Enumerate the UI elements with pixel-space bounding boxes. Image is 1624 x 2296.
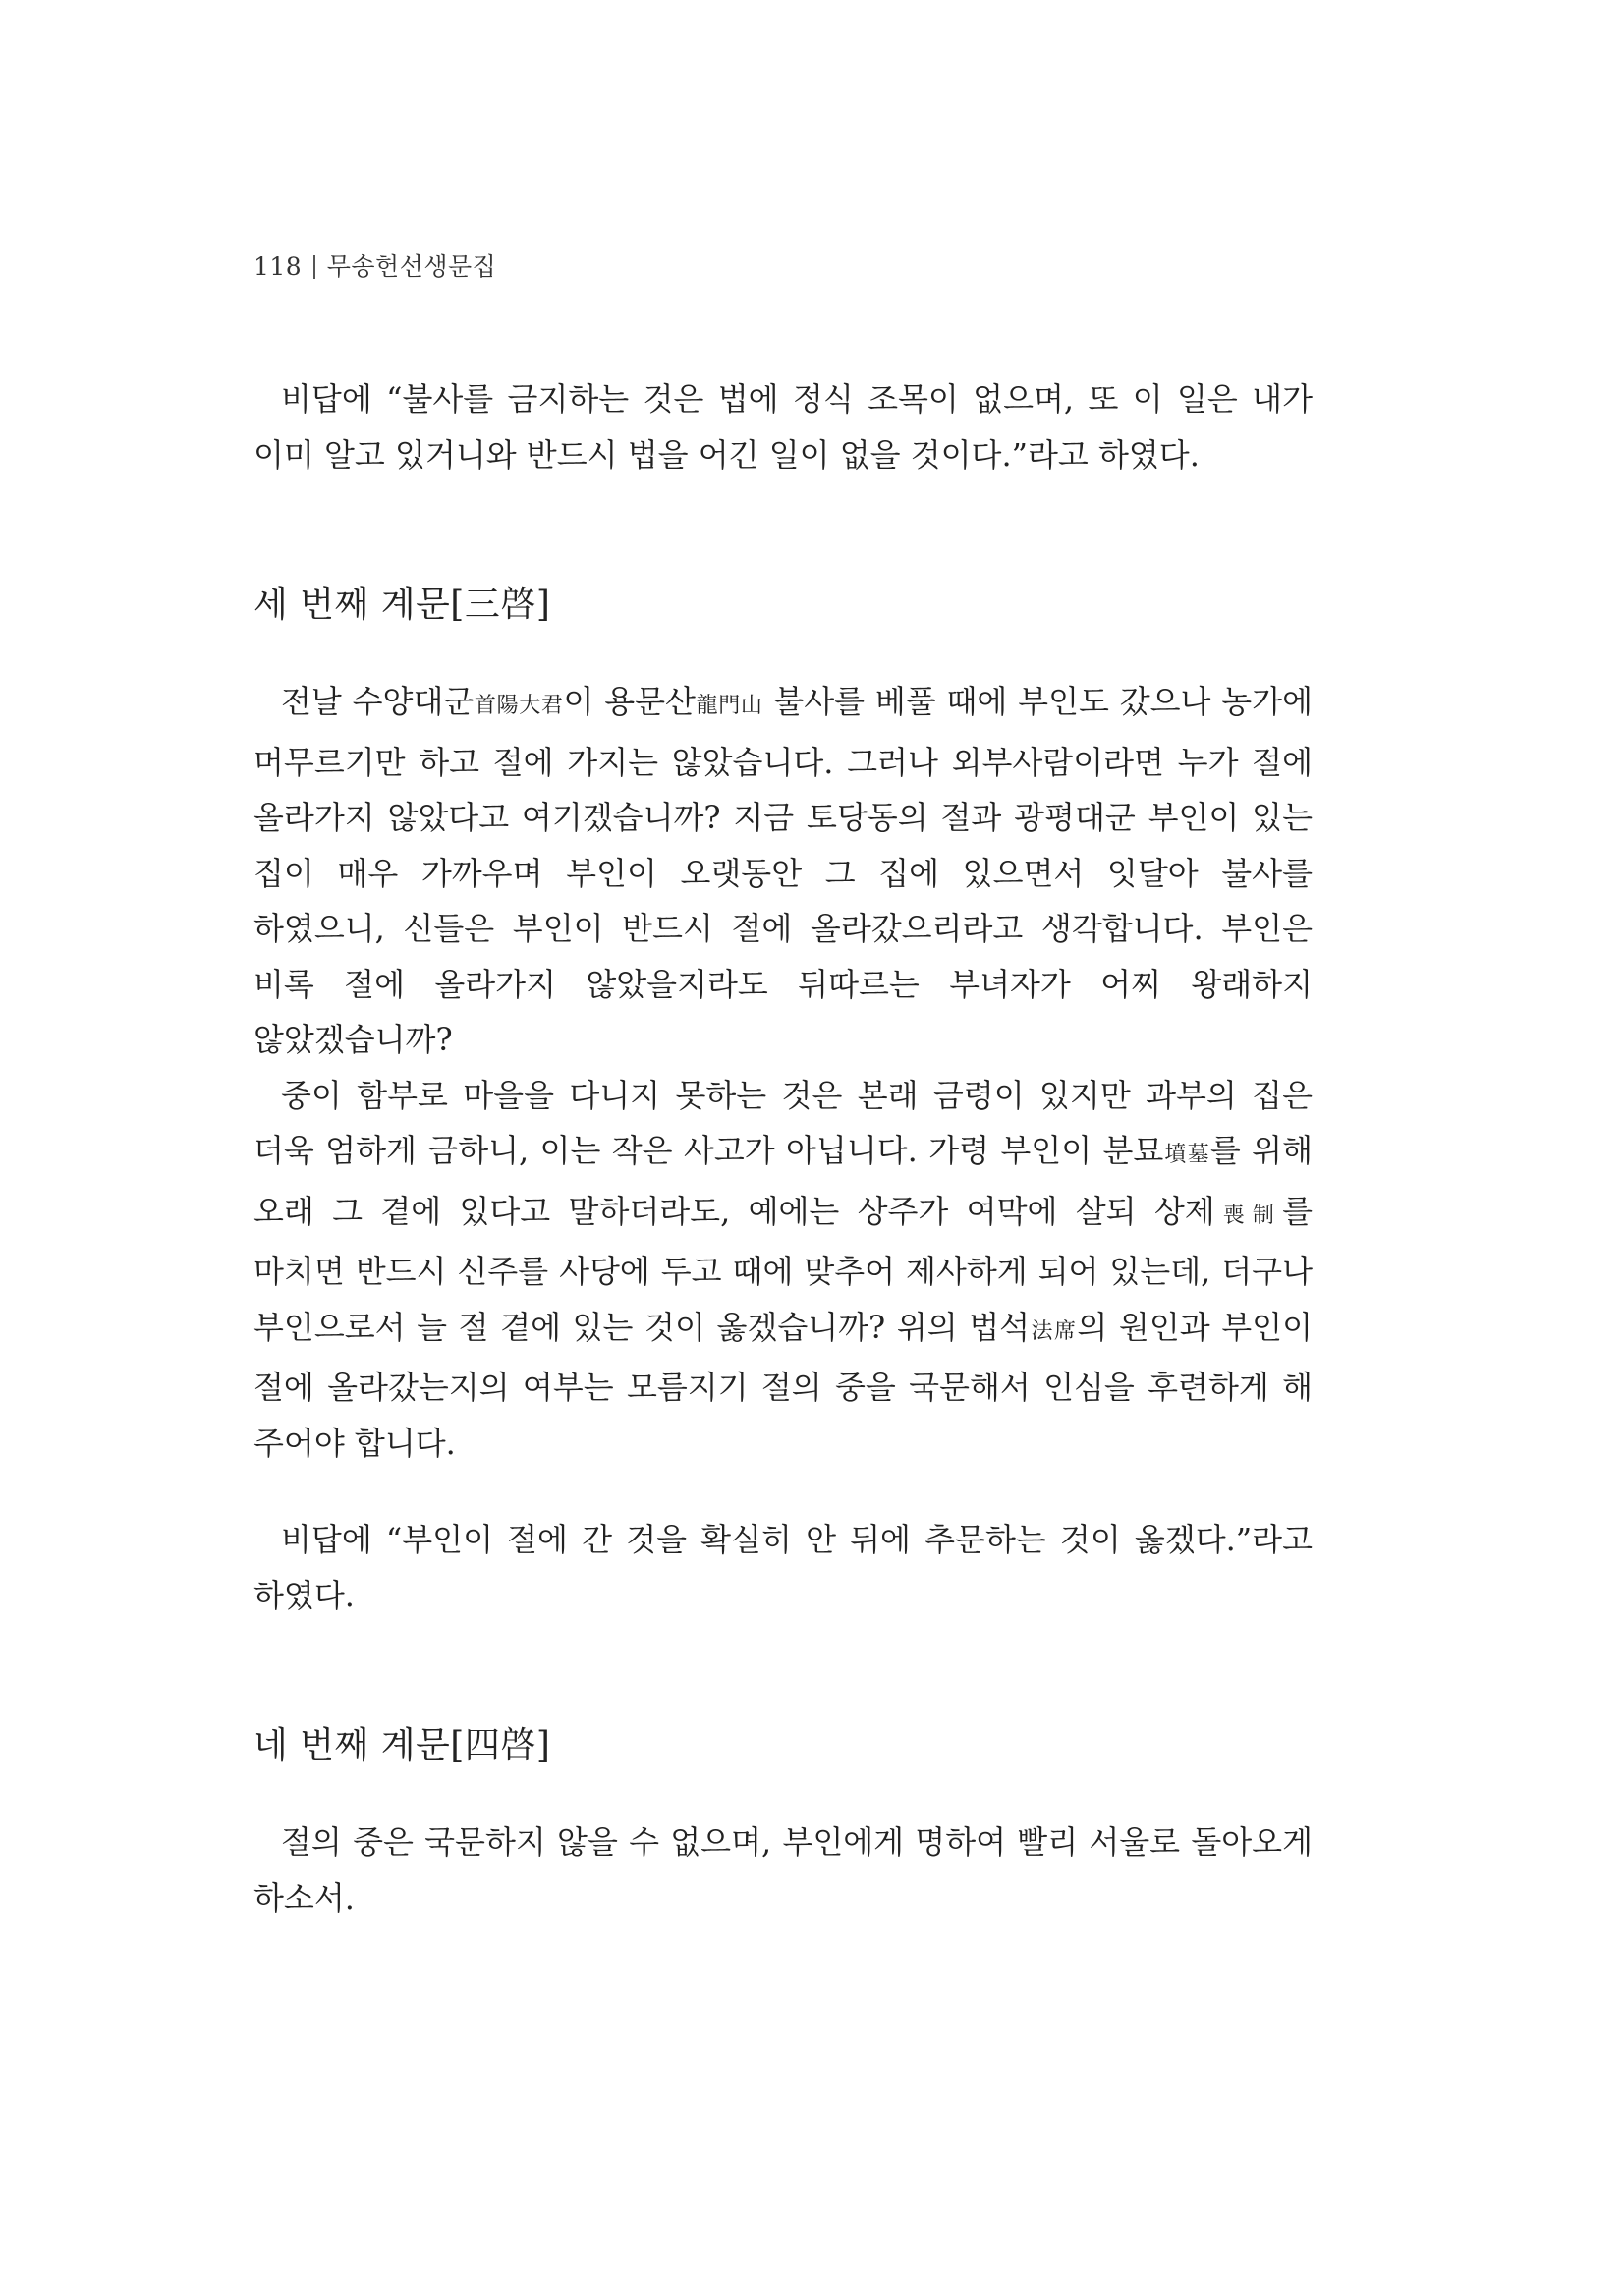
book-title: 무송헌선생문집 (326, 252, 497, 281)
fourth-petition-paragraph: 절의 중은 국문하지 않을 수 없으며, 부인에게 명하여 빨리 서울로 돌아오게 하소서. (253, 1823, 1313, 1917)
page-body (253, 371, 1313, 1926)
royal-reply-paragraph-2: 비답에 “부인이 절에 간 것을 확실히 안 뒤에 추문하는 것이 옳겠다.”라고 하였다. (253, 1521, 1313, 1614)
hanja-annotation: 墳墓 (1163, 1143, 1210, 1167)
section-title-fourth-petition: 네 번째 계문[四啓] (253, 1725, 551, 1765)
hanja-annotation: 法席 (1030, 1318, 1078, 1344)
third-petition-paragraph-1: 전날 수양대군首陽大君이 용문산龍門山 불사를 베풀 때에 부인도 갔으나 농가에 머무르기만 하고 절에 가지는 않았습니다. 그러나 외부사람이라면 누가 절에 올라가지 않았다고 여기겠습니까? 지금 토당동의 절과 광평대군 부인이 있는 집이 매우 가까우며 부인이 오랫동안 그 집에 있으면서 잇달아 불사를 하였으니, 신들은 부인이 반드시 절에 올라갔으리라고 생각합니다. 부인은 비록 절에 올라가지 않았을지라도 뒤따르는 부녀자가 어찌 왕래하지 않았겠습니까? (253, 683, 1313, 1058)
royal-reply-paragraph: 비답에 “불사를 금지하는 것은 법에 정식 조목이 없으며, 또 이 일은 내가 이미 알고 있거니와 반드시 법을 어긴 일이 없을 것이다.”라고 하였다. (253, 380, 1313, 474)
running-header (253, 248, 496, 283)
hanja-annotation: 喪制 (1214, 1203, 1283, 1228)
hanja-annotation: 首陽大君 (474, 694, 564, 718)
header-divider (313, 255, 315, 279)
third-petition-paragraph-2: 중이 함부로 마을을 다니지 못하는 것은 본래 금령이 있지만 과부의 집은 더욱 엄하게 금하니, 이는 작은 사고가 아닙니다. 가령 부인이 분묘墳墓를 위해 오래 그 곁에 있다고 말하더라도, 예에는 상주가 여막에 살되 상제喪制를 마치면 반드시 신주를 사당에 두고 때에 맞추어 제사하게 되어 있는데, 더구나 부인으로서 늘 절 곁에 있는 것이 옳겠습니까? 위의 법석法席의 원인과 부인이 절에 올라갔는지의 여부는 모름지기 절의 중을 국문해서 인심을 후련하게 해 주어야 합니다. (253, 1076, 1313, 1462)
hanja-annotation: 龍門山 (695, 694, 763, 718)
page-number: 118 (253, 252, 303, 281)
section-title-third-petition: 세 번째 계문[三啓] (253, 585, 551, 625)
